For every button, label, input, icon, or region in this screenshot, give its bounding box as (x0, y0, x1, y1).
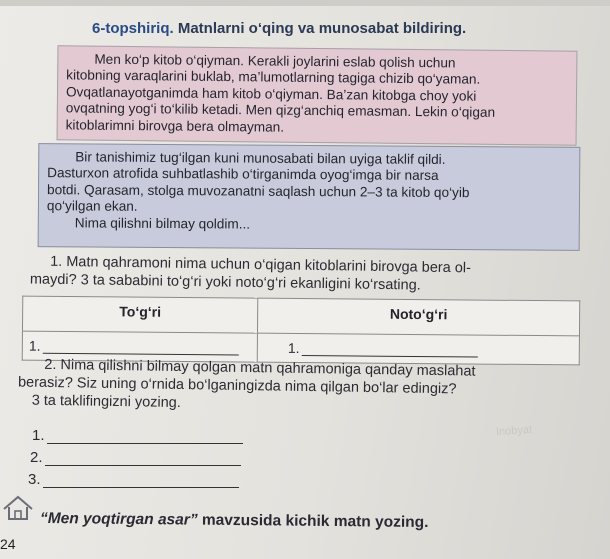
question-2-line: 3 ta taklifingizni yozing. (31, 392, 181, 412)
text1-line: ovqatning yog‘i to‘kilib ketadi. Men qizg‘anchiq emasman. Lekin o‘qigan (65, 100, 496, 121)
final-task-text: mavzusida kichik matn yozing. (201, 511, 429, 532)
answer-blank-line[interactable] (42, 342, 238, 356)
task-header (92, 20, 466, 37)
column-header-true: To‘g‘ri (22, 296, 257, 333)
faint-show-through-text: Inobyat (495, 423, 533, 439)
answer-number: 2. (30, 449, 43, 466)
text1-line: kitobning varaqlarini buklab, ma’lumotlarning tagiga chizib qo‘yaman. (66, 67, 481, 88)
text1-line: Men ko‘p kitob o‘qiyman. Kerakli joylarini eslab qolish uchun (94, 51, 456, 71)
answer-number: 1. (32, 427, 45, 444)
text1-line: kitoblarimni birovga bera olmayman. (65, 116, 285, 135)
text2-line: Dasturxon atrofida suhbatlashib o‘tirganimda oyog‘imga bir narsa (47, 165, 439, 184)
task-number: 6-topshiriq. (92, 20, 174, 37)
answer-line-3[interactable] (28, 471, 239, 488)
answer-line-2[interactable] (30, 449, 241, 466)
question-2-line: berasiz? Siz uning o‘rnida bo‘lganingizda nima qilgan bo‘lar edingiz? (17, 374, 457, 398)
reading-text-box-1 (57, 45, 578, 145)
question-1-line: maydi? 3 ta sababini to‘g‘ri yoki noto‘g‘ri ekanligini ko‘rsating. (29, 271, 421, 294)
reading-text-box-2 (38, 143, 581, 251)
home-task-icon (2, 494, 34, 522)
previous-page-edge (0, 0, 610, 6)
column-header-false: Noto‘g‘ri (257, 298, 579, 336)
row-number: 1. (287, 339, 300, 356)
answer-blank-line[interactable] (47, 431, 243, 444)
text2-line: qo‘yilgan ekan. (46, 198, 138, 215)
true-false-table (22, 296, 581, 366)
question-1 (29, 253, 590, 297)
answer-line-1[interactable] (32, 427, 243, 444)
question-1-line: 1. Matn qahramoni nima uchun o‘qigan kitoblarini birovga bera ol- (50, 253, 471, 277)
text2-line: Nima qilishni bilmay qoldim... (74, 214, 251, 232)
text2-line: botdi. Qarasam, stolga muvozanatni saqlash uchun 2–3 ta kitob qo‘yib (46, 181, 470, 200)
text1-line: Ovqatlanayotganimda ham kitob o‘qiyman. Ba’zan kitobga choy yoki (65, 84, 477, 104)
question-2-line: 2. Nima qilishni bilmay qolgan matn qahramoniga qanday maslahat (44, 356, 476, 380)
page-number: 24 (0, 536, 16, 552)
topic-title: “Men yoqtirgan asar” (39, 509, 198, 529)
question-2 (18, 355, 599, 418)
answer-number: 3. (28, 471, 41, 488)
answer-blank-line[interactable] (301, 344, 477, 358)
final-writing-task (40, 510, 429, 532)
task-instruction: Matnlarni o‘qing va munosabat bildiring. (177, 20, 467, 37)
text2-line: Bir tanishimiz tug‘ilgan kuni munosabati bilan uyiga taklif qildi. (75, 149, 446, 167)
answer-blank-line[interactable] (45, 453, 241, 466)
row-number: 1. (28, 337, 41, 354)
answer-blank-line[interactable] (43, 475, 239, 488)
